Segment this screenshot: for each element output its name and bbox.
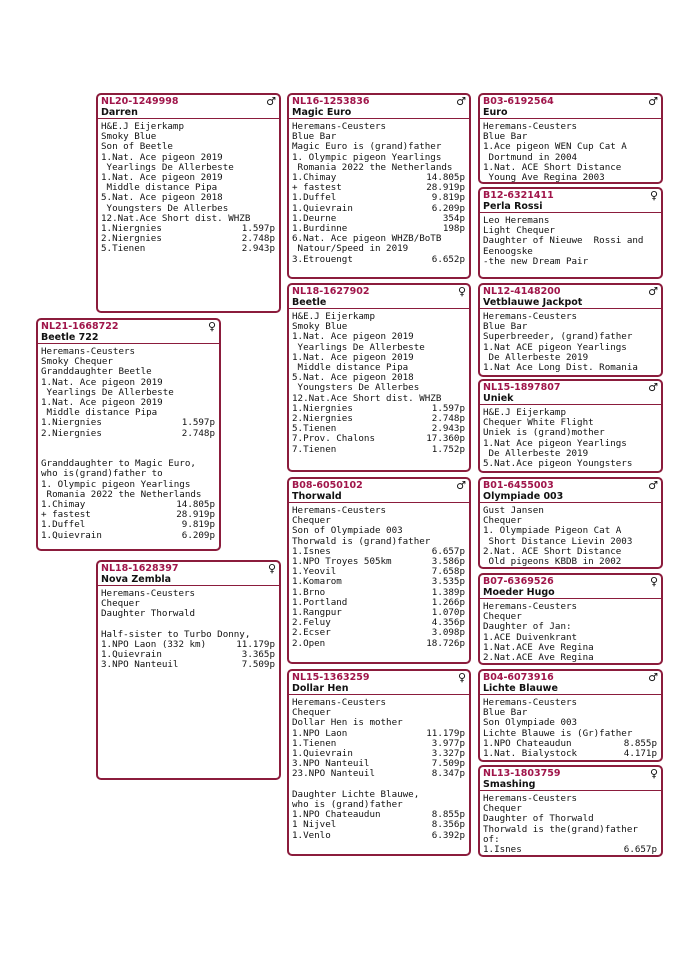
female-icon: ♀	[649, 767, 658, 780]
info-text: 2.Ecser	[292, 627, 331, 639]
info-text: Dollar Hen is mother	[292, 717, 403, 729]
info-text: Chequer	[483, 515, 522, 527]
result-value: 6.209p	[431, 202, 465, 214]
info-text: Heremans-Ceusters	[483, 311, 578, 322]
info-text: Old pigeons KBDB in 2002	[483, 556, 622, 568]
ring-number: NL15-1897807	[483, 382, 561, 393]
info-text: 1.Quievrain	[292, 202, 353, 214]
result-value: 28.919p	[176, 509, 215, 521]
info-text: 1. Olympiade Pigeon Cat A	[483, 525, 622, 537]
card-header	[480, 767, 661, 791]
pigeon-card-euro	[478, 93, 663, 184]
pigeon-card-dollar-hen	[287, 669, 471, 856]
result-value: 2.943p	[431, 423, 465, 435]
female-icon: ♀	[649, 575, 658, 588]
info-text: 2.Open	[292, 637, 326, 649]
result-value: 1.070p	[431, 607, 465, 619]
card-body	[480, 695, 661, 761]
info-text: 1.Nat. Ace pigeon 2019	[101, 151, 223, 163]
info-text: 1.Niergnies	[101, 223, 162, 235]
info-text: 1.Ace pigeon WEN Cup Cat A	[483, 141, 627, 153]
info-text: Eenoogske	[483, 245, 533, 257]
info-text: 1.NPO Chateaudun	[483, 737, 572, 749]
info-text: 1.NPO Laon	[292, 727, 348, 739]
info-text: Heremans-Ceusters	[483, 697, 578, 708]
info-text: Superbreeder, (grand)father	[483, 331, 633, 343]
ring-number: B12-6321411	[483, 190, 554, 201]
info-text: 6.Nat. Ace pigeon WHZB/BoTB	[292, 233, 442, 245]
result-value: 14.805p	[176, 499, 215, 511]
info-line	[292, 831, 465, 841]
info-text: Chequer	[483, 611, 522, 623]
info-line	[483, 257, 657, 267]
info-text: De Allerbeste 2019	[483, 447, 589, 459]
pigeon-name: Perla Rossi	[483, 201, 543, 212]
info-text: 1.Nat. Ace pigeon 2019	[101, 172, 223, 184]
info-text: 1. Olympic pigeon Yearlings	[292, 151, 442, 163]
info-text: 1.Brno	[292, 586, 326, 598]
card-body	[480, 405, 661, 471]
info-text: 1.Nat. ACE Short Distance	[483, 161, 622, 173]
card-header	[98, 95, 279, 119]
result-value: 3.535p	[431, 576, 465, 588]
result-value: 1.597p	[431, 402, 465, 414]
info-text: 1.Quievrain	[101, 649, 162, 661]
ring-number: NL13-1803759	[483, 768, 561, 779]
info-text: 12.Nat.Ace Short dist. WHZB	[101, 212, 251, 224]
info-text: Son of Beetle	[101, 141, 173, 153]
info-text: 12.Nat.Ace Short dist. WHZB	[292, 392, 442, 404]
card-header	[480, 285, 661, 309]
pigeon-name: Euro	[483, 107, 508, 118]
info-text: Daughter Thorwald	[101, 608, 196, 620]
info-text: 2.Niergnies	[41, 427, 102, 439]
info-text: 1.NPO Laon (332 km)	[101, 639, 207, 650]
info-text: 1.Niergnies	[292, 402, 353, 414]
card-body	[480, 503, 661, 569]
card-body	[480, 309, 661, 375]
card-body	[480, 119, 661, 184]
info-line	[292, 255, 465, 265]
result-value: 9.819p	[431, 192, 465, 204]
result-value: 1.389p	[431, 586, 465, 598]
info-text: 1.Quievrain	[41, 529, 102, 541]
pigeon-card-beetle-722	[36, 318, 221, 551]
info-text: Chequer	[101, 598, 140, 610]
result-value: 18.726p	[426, 637, 465, 649]
card-header	[480, 189, 661, 213]
info-text: 1.Nat Ace Long Dist. Romania	[483, 362, 638, 374]
info-text: 1.NPO Troyes 505km	[292, 556, 392, 568]
result-value: 1.597p	[181, 417, 215, 429]
male-icon: ♂	[648, 381, 658, 394]
info-text: Daughter Lichte Blauwe,	[292, 788, 420, 800]
info-text: Granddaughter Beetle	[41, 366, 152, 378]
info-text: 1.Nat. Ace pigeon 2019	[292, 351, 414, 363]
ring-number: NL20-1249998	[101, 96, 179, 107]
pigeon-name: Nova Zembla	[101, 574, 172, 585]
male-icon: ♂	[648, 479, 658, 492]
info-line	[41, 429, 215, 439]
info-text: 1.Nat Ace pigeon Yearlings	[483, 437, 627, 449]
result-value: 8.356p	[431, 819, 465, 831]
blank-line	[41, 439, 215, 449]
info-text: 1.Chimay	[41, 499, 86, 511]
info-line	[101, 609, 275, 619]
card-header	[289, 285, 469, 309]
result-value: 11.179p	[426, 727, 465, 739]
info-text: 1.Duffel	[292, 192, 337, 204]
info-text: Chequer	[292, 707, 331, 719]
info-text: Middle distance Pipa	[41, 407, 158, 419]
info-text: of:	[483, 833, 500, 845]
result-value: 6.657p	[431, 545, 465, 557]
pigeon-name: Smashing	[483, 779, 536, 790]
info-line	[483, 653, 657, 663]
ring-number: NL12-4148200	[483, 286, 561, 297]
info-text: 5.Tienen	[292, 423, 337, 435]
info-line	[483, 459, 657, 469]
info-text: Middle distance Pipa	[292, 362, 409, 374]
info-text: 1.Rangpur	[292, 607, 342, 619]
info-text: Daughter of Jan:	[483, 621, 572, 633]
info-text: Chequer	[292, 515, 331, 527]
info-text: Light Chequer	[483, 225, 555, 237]
ring-number: B01-6455003	[483, 480, 554, 491]
result-value: 6.209p	[181, 529, 215, 541]
result-value: 2.748p	[181, 427, 215, 439]
result-value: 3.977p	[431, 737, 465, 749]
card-body	[480, 213, 661, 269]
pigeon-card-darren	[96, 93, 281, 313]
male-icon: ♂	[456, 95, 466, 108]
female-icon: ♀	[207, 320, 216, 333]
ring-number: B08-6050102	[292, 480, 363, 491]
result-value: 6.392p	[431, 829, 465, 841]
info-text: Blue Bar	[483, 321, 528, 333]
info-text: De Allerbeste 2019	[483, 351, 589, 363]
info-text: Blue Bar	[292, 131, 337, 143]
result-value: 4.171p	[623, 748, 657, 760]
result-value: 6.657p	[623, 844, 657, 856]
ring-number: NL21-1668722	[41, 321, 119, 332]
result-value: 1.752p	[431, 443, 465, 455]
card-header	[480, 671, 661, 695]
info-text: 1.Tienen	[292, 737, 337, 749]
info-line	[292, 769, 465, 779]
female-icon: ♀	[457, 671, 466, 684]
female-icon: ♀	[457, 285, 466, 298]
result-value: 8.855p	[431, 809, 465, 821]
result-value: 1.266p	[431, 596, 465, 608]
info-text: who is (grand)father	[292, 799, 403, 811]
info-text: Youngsters De Allerbes	[101, 202, 229, 214]
info-text: 1.Nat ACE pigeon Yearlings	[483, 341, 627, 353]
pigeon-card-nova-zembla	[96, 560, 281, 780]
info-text: Son Olympiade 003	[483, 717, 578, 729]
card-header	[480, 575, 661, 599]
result-value: 7.509p	[241, 659, 275, 671]
result-value: 8.347p	[431, 768, 465, 780]
result-value: 6.652p	[431, 253, 465, 265]
info-text: 1.Chimay	[292, 172, 337, 184]
pigeon-card-beetle	[287, 283, 471, 472]
info-text: Yearlings De Allerbeste	[292, 341, 425, 353]
info-text: 1.Isnes	[483, 844, 522, 856]
info-text: 3.NPO Nanteuil	[101, 659, 179, 671]
info-text: 2.Niergnies	[101, 233, 162, 245]
info-text: 2.Nat.ACE Ave Regina	[483, 652, 594, 664]
info-text: Yearlings De Allerbeste	[101, 161, 234, 173]
info-text: Thorwald is (grand)father	[292, 535, 431, 547]
info-text: H&E.J Eijerkamp	[101, 121, 184, 132]
pigeon-card-smashing	[478, 765, 663, 857]
info-text: 1.Portland	[292, 596, 348, 608]
card-body	[98, 119, 279, 257]
result-value: 3.586p	[431, 556, 465, 568]
info-text: 3.Etrouengt	[292, 253, 353, 265]
pigeon-name: Thorwald	[292, 491, 342, 502]
result-value: 2.748p	[431, 413, 465, 425]
result-value: 3.098p	[431, 627, 465, 639]
ring-number: B04-6073916	[483, 672, 554, 683]
info-line	[483, 557, 657, 567]
card-body	[480, 791, 661, 857]
info-line	[101, 244, 275, 254]
info-text: Youngsters De Allerbes	[292, 382, 420, 394]
result-value: 354p	[442, 212, 465, 224]
info-text: H&E.J Eijerkamp	[483, 407, 566, 418]
ring-number: NL15-1363259	[292, 672, 370, 683]
card-header	[480, 479, 661, 503]
pigeon-name: Dollar Hen	[292, 683, 349, 694]
card-body	[480, 599, 661, 665]
info-text: 5.Nat.Ace pigeon Youngsters	[483, 458, 633, 470]
info-text: Natour/Speed in 2019	[292, 243, 409, 255]
info-text: H&E.J Eijerkamp	[292, 311, 375, 322]
info-text: Young Ave Regina 2003	[483, 172, 605, 184]
info-text: Chequer White Flight	[483, 417, 594, 429]
result-value: 9.819p	[181, 519, 215, 531]
pigeon-card-vetblauwe-jackpot	[478, 283, 663, 377]
info-text: Smoky Blue	[101, 131, 157, 143]
card-header	[38, 320, 219, 344]
pigeon-name: Darren	[101, 107, 138, 118]
pigeon-card-lichte-blauwe	[478, 669, 663, 762]
info-text: Heremans-Ceusters	[292, 121, 387, 132]
card-header	[289, 479, 469, 503]
info-text: 1.Venlo	[292, 829, 331, 841]
info-line	[483, 749, 657, 759]
ring-number: NL18-1628397	[101, 563, 179, 574]
male-icon: ♂	[648, 95, 658, 108]
info-text: Middle distance Pipa	[101, 182, 218, 194]
info-text: Leo Heremans	[483, 215, 550, 226]
info-text: + fastest	[41, 509, 91, 521]
card-body	[289, 695, 469, 843]
info-text: Son of Olympiade 003	[292, 525, 403, 537]
card-header	[289, 95, 469, 119]
result-value: 17.360p	[426, 433, 465, 445]
ring-number: B03-6192564	[483, 96, 554, 107]
info-text: Gust Jansen	[483, 505, 544, 516]
pigeon-name: Olympiade 003	[483, 491, 564, 502]
info-text: Short Distance Lievin 2003	[483, 535, 633, 547]
info-text: 1.Burdinne	[292, 223, 348, 235]
pigeon-card-thorwald	[287, 477, 471, 664]
info-text: Daughter of Nieuwe Rossi and	[483, 235, 644, 247]
info-text: 1.Deurne	[292, 212, 337, 224]
info-text: who is(grand)father to	[41, 468, 163, 480]
male-icon: ♂	[456, 479, 466, 492]
info-text: 1.Nat. Ace pigeon 2019	[41, 376, 163, 388]
info-text: Romania 2022 the Netherlands	[41, 488, 202, 500]
result-value: 198p	[442, 223, 465, 235]
info-text: Heremans-Ceusters	[483, 793, 578, 804]
info-text: 5.Tienen	[101, 243, 146, 255]
info-text: Granddaughter to Magic Euro,	[41, 458, 196, 470]
result-value: 11.179p	[236, 639, 275, 650]
info-text: 23.NPO Nanteuil	[292, 768, 375, 780]
info-text: 7.Tienen	[292, 443, 337, 455]
pigeon-name: Beetle	[292, 297, 327, 308]
ring-number: NL16-1253836	[292, 96, 370, 107]
info-text: Lichte Blauwe is (Gr)father	[483, 727, 633, 739]
info-line	[483, 825, 657, 835]
card-body	[289, 503, 469, 651]
info-text: Dortmund in 2004	[483, 151, 578, 163]
info-text: Heremans-Ceusters	[292, 697, 387, 708]
card-body	[289, 119, 469, 267]
card-header	[480, 95, 661, 119]
result-value: 3.365p	[241, 649, 275, 661]
info-text: Blue Bar	[483, 131, 528, 143]
pigeon-name: Magic Euro	[292, 107, 352, 118]
male-icon: ♂	[648, 285, 658, 298]
card-body	[98, 586, 279, 673]
card-body	[38, 344, 219, 543]
card-header	[98, 562, 279, 586]
pigeon-name: Lichte Blauwe	[483, 683, 558, 694]
card-body	[289, 309, 469, 457]
info-text: Daughter of Thorwald	[483, 813, 594, 825]
info-text: 1.NPO Chateaudun	[292, 809, 381, 821]
card-header	[480, 381, 661, 405]
info-text: 1.Niergnies	[41, 417, 102, 429]
info-text: 1.Isnes	[292, 545, 331, 557]
result-value: 1.597p	[241, 223, 275, 235]
info-text: 1. Olympic pigeon Yearlings	[41, 478, 191, 490]
pigeon-name: Vetblauwe Jackpot	[483, 297, 583, 308]
pigeon-name: Beetle 722	[41, 332, 99, 343]
info-text: 1.Quievrain	[292, 748, 353, 760]
ring-number: NL18-1627902	[292, 286, 370, 297]
male-icon: ♂	[266, 95, 276, 108]
info-text: -the new Dream Pair	[483, 255, 589, 267]
info-line	[483, 845, 657, 855]
info-text: 5.Nat. Ace pigeon 2018	[292, 372, 414, 384]
result-value: 2.943p	[241, 243, 275, 255]
pigeon-card-magic-euro	[287, 93, 471, 279]
info-line	[292, 639, 465, 649]
result-value: 7.658p	[431, 566, 465, 578]
info-text: 1.ACE Duivenkrant	[483, 631, 578, 643]
info-text: Heremans-Ceusters	[483, 601, 578, 612]
info-text: 5.Nat. Ace pigeon 2018	[101, 192, 223, 204]
info-text: 2.Niergnies	[292, 413, 353, 425]
female-icon: ♀	[649, 189, 658, 202]
info-text: Half-sister to Turbo Donny,	[101, 628, 251, 640]
ring-number: B07-6369526	[483, 576, 554, 587]
info-line	[483, 173, 657, 183]
info-text: 1.Nat. Ace pigeon 2019	[292, 331, 414, 343]
pigeon-name: Uniek	[483, 393, 514, 404]
info-text: Smoky Blue	[292, 321, 348, 333]
male-icon: ♂	[648, 671, 658, 684]
card-header	[289, 671, 469, 695]
info-text: Thorwald is the(grand)father	[483, 823, 638, 835]
info-text: Uniek is (grand)mother	[483, 427, 605, 439]
info-line	[41, 531, 215, 541]
pigeon-card-olympiade-003	[478, 477, 663, 569]
result-value: 2.748p	[241, 233, 275, 245]
info-text: Yearlings De Allerbeste	[41, 386, 174, 398]
female-icon: ♀	[267, 562, 276, 575]
result-value: 8.855p	[623, 737, 657, 749]
result-value: 3.327p	[431, 748, 465, 760]
info-text: Chequer	[483, 803, 522, 815]
info-text: 7.Prov. Chalons	[292, 433, 375, 445]
info-text: Heremans-Ceusters	[292, 505, 387, 516]
result-value: 4.356p	[431, 617, 465, 629]
info-text: 1.Nat. Bialystock	[483, 748, 578, 760]
info-text: 1.Komarom	[292, 576, 342, 588]
info-text: 2.Nat. ACE Short Distance	[483, 545, 622, 557]
info-text: Magic Euro is (grand)father	[292, 141, 442, 153]
info-text: 1.Nat. Ace pigeon 2019	[41, 397, 163, 409]
result-value: 14.805p	[426, 172, 465, 184]
info-text: 3.NPO Nanteuil	[292, 758, 370, 770]
info-text: Heremans-Ceusters	[483, 121, 578, 132]
info-text: Heremans-Ceusters	[41, 346, 136, 357]
info-text: Heremans-Ceusters	[101, 588, 196, 599]
pigeon-card-uniek	[478, 379, 663, 473]
info-text: Smoky Chequer	[41, 356, 113, 368]
info-text: 1.Duffel	[41, 519, 86, 531]
info-text: 1 Nijvel	[292, 819, 337, 831]
info-text: Romania 2022 the Netherlands	[292, 161, 453, 173]
pigeon-card-perla-rossi	[478, 187, 663, 279]
info-text: 1.Yeovil	[292, 566, 337, 578]
pigeon-name: Moeder Hugo	[483, 587, 555, 598]
info-text: Blue Bar	[483, 707, 528, 719]
result-value: 28.919p	[426, 182, 465, 194]
info-text: + fastest	[292, 182, 342, 194]
info-line	[101, 660, 275, 670]
result-value: 7.509p	[431, 758, 465, 770]
info-text: 2.Feluy	[292, 617, 331, 629]
info-line	[483, 363, 657, 373]
pigeon-card-moeder-hugo	[478, 573, 663, 665]
info-text: 1.Nat.ACE Ave Regina	[483, 641, 594, 653]
info-line	[292, 445, 465, 455]
